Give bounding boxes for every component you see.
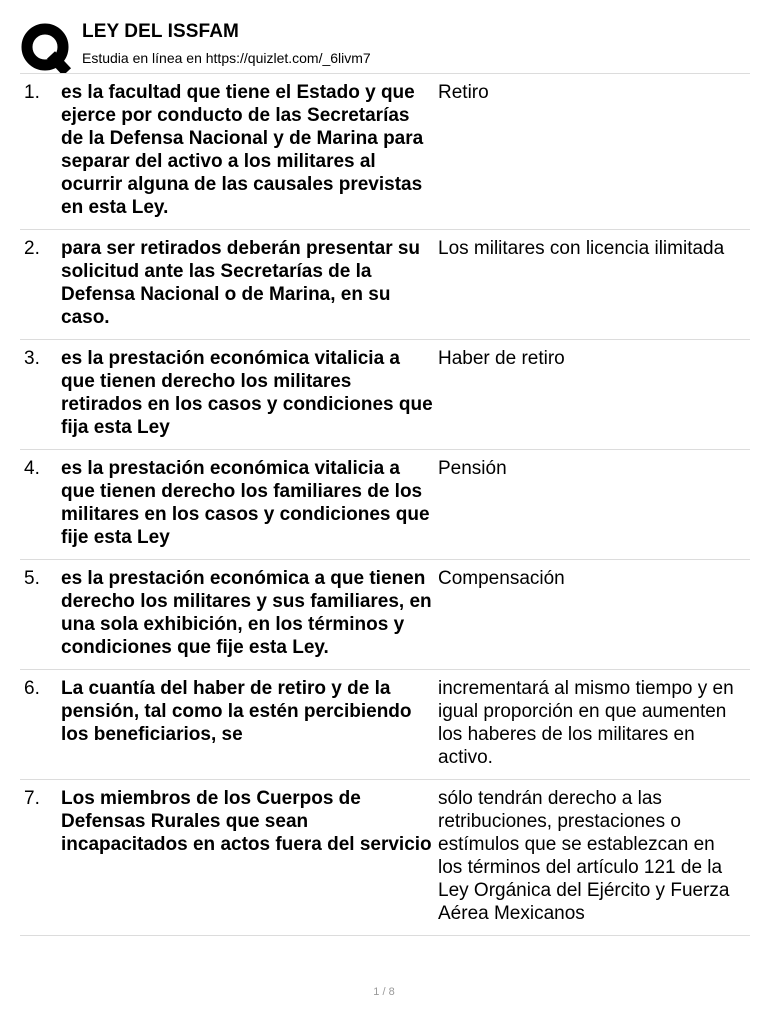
card-term: es la prestación económica a que tienen derecho los militares y sus familiares, en una sola exhibición, en los términos y condiciones que fije esta Ley. [61,568,432,658]
card-number: 7. [24,788,40,809]
card-number: 5. [24,568,40,589]
card-term: es la facultad que tiene el Estado y que ejerce por conducto de las Secretarías de la Defensa Nacional y de Marina para separar del activo a los militares al ocurrir alguna de las causales previstas en esta Ley. [61,82,424,218]
card-definition: Los militares con licencia ilimitada [438,238,725,259]
card-definition: sólo tendrán derecho a las retribuciones, prestaciones o estímulos que se establezcan en los términos del artículo 121 de la Ley Orgánica del Ejército y Fuerza Aérea Mexicanos [438,788,730,924]
card-term: Los miembros de los Cuerpos de Defensas Rurales que sean incapacitados en actos fuera del servicio [61,788,432,855]
flashcard-row [20,560,750,670]
card-term: es la prestación económica vitalicia a que tienen derecho los militares retirados en los casos y condiciones que fija esta Ley [61,348,433,438]
card-term: para ser retirados deberán presentar su solicitud ante las Secretarías de la Defensa Nacional o de Marina, en su caso. [61,238,421,328]
card-number: 6. [24,678,40,699]
card-term: es la prestación económica vitalicia a que tienen derecho los familiares de los militares en los casos y condiciones que fije esta Ley [61,458,430,548]
card-definition: Retiro [438,82,489,103]
card-number: 2. [24,238,40,259]
card-definition: incrementará al mismo tiempo y en igual proporción en que aumenten los haberes de los militares en activo. [438,678,734,768]
card-number: 4. [24,458,40,479]
card-definition: Pensión [438,458,507,479]
document-title: LEY DEL ISSFAM [82,21,239,42]
quizlet-q-logo-icon [20,22,72,74]
card-number: 1. [24,82,40,103]
card-definition: Compensación [438,568,565,589]
flashcard-row [20,340,750,450]
flashcard-row [20,74,750,230]
card-number: 3. [24,348,40,369]
flashcard-row [20,670,750,780]
card-term: La cuantía del haber de retiro y de la pensión, tal como la estén percibiendo los beneficiarios, se [61,678,412,745]
flashcard-row [20,450,750,560]
flashcard-row [20,780,750,936]
flashcard-list [20,74,750,936]
flashcard-row [20,230,750,340]
document-header [20,18,750,74]
page-indicator: 1 / 8 [373,986,395,998]
document-subtitle: Estudia en línea en https://quizlet.com/_6livm7 [82,50,371,66]
card-definition: Haber de retiro [438,348,565,369]
